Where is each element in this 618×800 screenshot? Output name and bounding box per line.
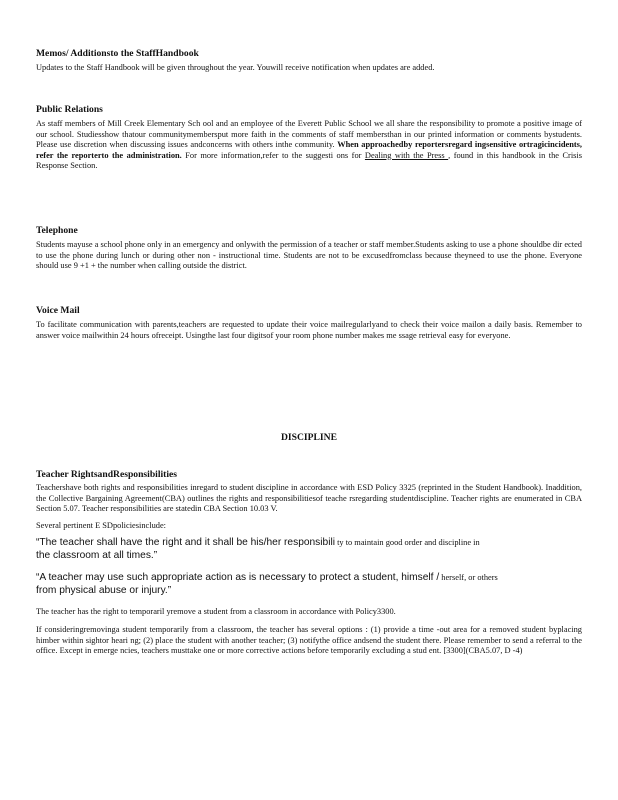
- public-relations-bold-text: When approachedby reportersregard ingsensitive ortragicincidents, refer the reporterto the administration.: [36, 140, 583, 160]
- teacher-rights-body: Teachershave both rights and responsibilities inregard to student discipline in accordance with ESD Policy 3325 (reprinted in the Student Handbook). Inaddition, the Collective Bargaining Agreement(CBA) outlines the rights and responsibilitiesof teache rsregarding studentdiscipline. Teacher rights are enumerated in CBA Section 5.07. Teacher responsibilities are statedin CBA Section 10.03 V.: [36, 483, 582, 514]
- voice-mail-body: To facilitate communication with parents,teachers are requested to update their voice mailregularlyand to check their voice mailon a daily basis. Remember to answer voice mailwithin 24 hours ofreceipt. Usingthe last four digitsof your room phone number makes me ssage retrieval easy for everyone.: [36, 320, 582, 340]
- dealing-with-the-press-link[interactable]: Dealing with the Press: [364, 150, 449, 160]
- public-relations-text-3: , found in this handbook in the Crisis Response Section.: [36, 150, 583, 171]
- policy-quote-2-tail: herself, or others: [439, 573, 498, 583]
- discipline-title: DISCIPLINE: [281, 432, 337, 443]
- policy-quote-1-tail: ty to maintain good order and discipline in: [335, 538, 480, 548]
- telephone-section: [36, 225, 582, 272]
- public-relations-heading: Public Relations: [36, 104, 103, 115]
- removal-options-body: If consideringremovinga student temporarily from a classroom, the teacher has several options : (1) provide a time -out area for a removed student byplacing himber within sightor heari ng; (2) place the student with another teacher; (3) notifythe office andsend the student there. Please remember to send a referral to the office. Except in emerge ncies, teachers musttake one or more corrective actions before temporarily excluding a stud ent. [3300](CBA5.07, D -4): [36, 624, 582, 656]
- memos-section: [36, 48, 582, 74]
- telephone-body: Students mayuse a school phone only in an emergency and onlywith the permission of a teacher or staff member.Students asking to use a phone shouldbe dir ected to use the phone during lunch or during other non - instructional time. Students are not to be excusedfromclass because theyneed to use the phone. Everyone should use 9 +1 + the number when calling outside the district.: [36, 240, 582, 271]
- voice-mail-section: [36, 305, 582, 341]
- policy-quote-2: [36, 572, 582, 597]
- teacher-rights-heading: Teacher RightsandResponsibilities: [36, 469, 178, 480]
- policies-intro: Several pertinent E SDpoliciesinclude:: [36, 520, 167, 530]
- public-relations-section: [36, 104, 582, 172]
- memos-body: Updates to the Staff Handbook will be given throughout the year. Youwill receive notification when updates are added.: [36, 63, 435, 72]
- memos-heading: Memos/ Additionsto the StaffHandbook: [36, 48, 199, 59]
- teacher-rights-section: [36, 469, 582, 657]
- policy-quote-1-text: “The teacher shall have the right and it shall be his/her responsibili: [36, 537, 335, 549]
- policy-quote-2-end: from physical abuse or injury.”: [36, 584, 172, 596]
- temporary-removal-policy: The teacher has the right to temporaril yremove a student from a classroom in accordance with Policy3300.: [36, 607, 396, 617]
- public-relations-text-2: For more information,refer to the suggesti ons for: [185, 150, 362, 160]
- policy-quote-2-text: “A teacher may use such appropriate action as is necessary to protect a student, himself /: [36, 572, 440, 584]
- public-relations-text-1: As staff members of Mill Creek Elementary Sch ool and an employee of the Everett Public School we all share the responsibility to promote a positive image of our school. Studiesshow thatour communitymembersput more faith in the comments of staff membersthan in our printed information or comments bystudents. Please use discretion when discussing issues andconcerns with others inthe community.: [36, 119, 582, 150]
- policy-quote-1: [36, 537, 582, 562]
- public-relations-body: [36, 119, 582, 172]
- policy-quote-1-end: the classroom at all times.”: [36, 549, 158, 561]
- voice-mail-heading: Voice Mail: [36, 305, 80, 316]
- telephone-heading: Telephone: [36, 225, 78, 236]
